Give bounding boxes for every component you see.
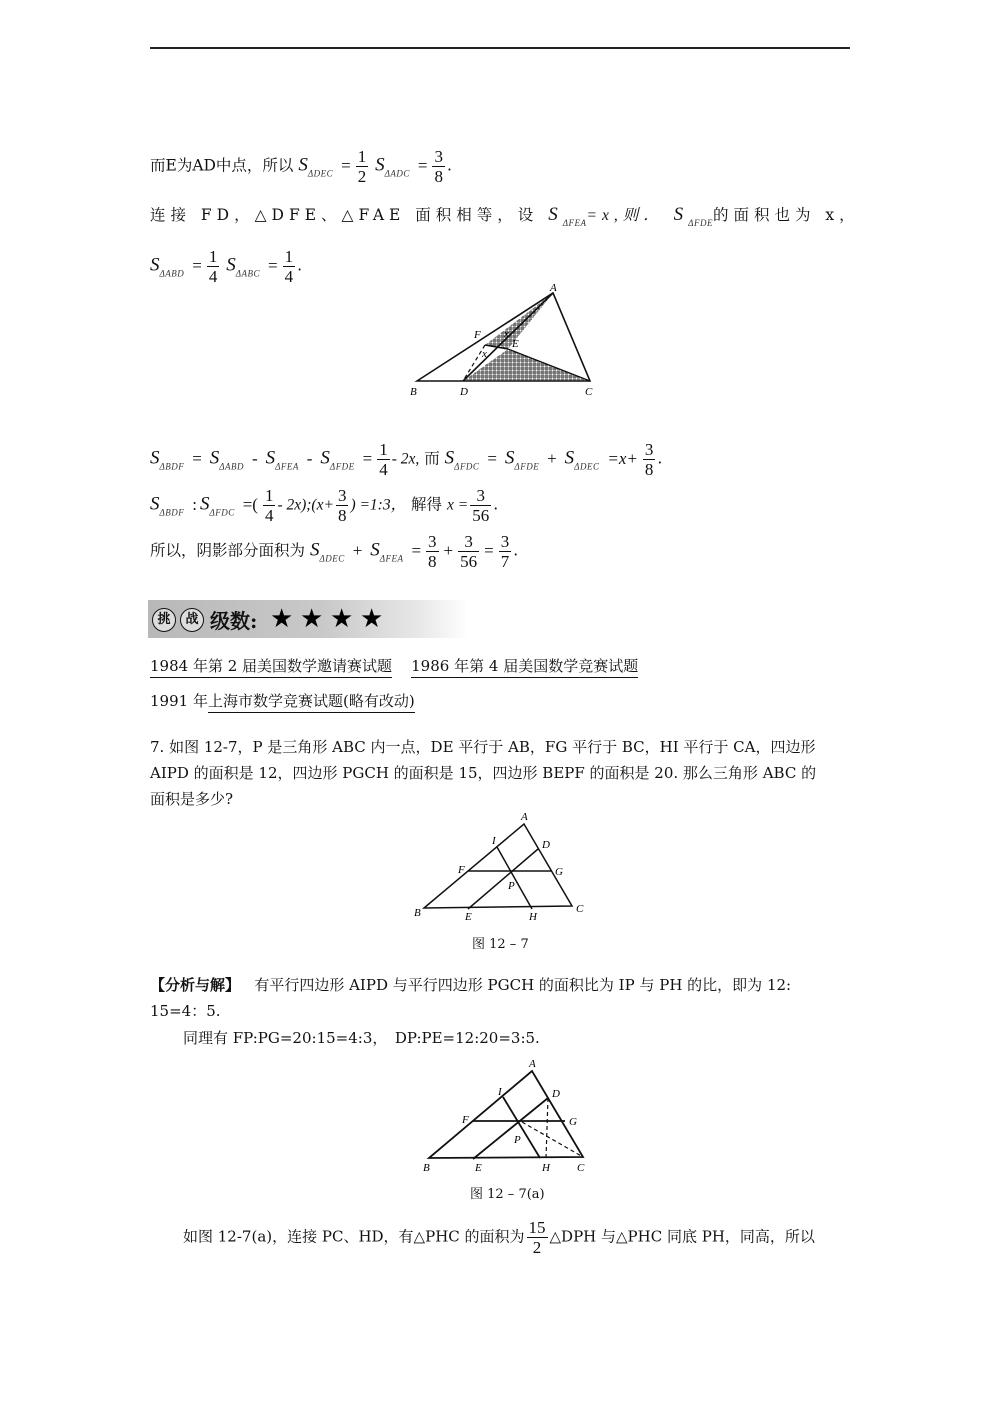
- fraction: $\frac{1}{4}$: [208, 247, 218, 286]
- label-a: A: [521, 811, 528, 823]
- label-i: I: [498, 1086, 502, 1098]
- text: x =: [447, 496, 469, 514]
- subscript: ΔFEA: [379, 553, 404, 564]
- area-symbol: S: [504, 447, 515, 469]
- label-c: C: [585, 386, 593, 398]
- label-e: E: [512, 338, 519, 350]
- text: 年: [192, 692, 208, 710]
- text: △DPH 与△PHC 同底 PH，同高，所以: [549, 1227, 815, 1246]
- label-c: C: [576, 903, 584, 915]
- figure-caption-12-7: 图 12 – 7: [472, 937, 529, 952]
- fraction: $\frac{3}{8}$: [337, 486, 347, 525]
- label-b: B: [414, 907, 421, 919]
- fraction: $\frac{3}{8}$: [644, 440, 654, 479]
- subscript: ΔBDF: [159, 461, 185, 472]
- area-symbol: S: [673, 204, 689, 225]
- subscript: ΔFDC: [454, 461, 480, 472]
- fraction: $\frac{3}{56}$: [472, 486, 490, 525]
- subscript: ΔBDF: [159, 507, 185, 518]
- label-i: I: [492, 835, 496, 847]
- analysis-line-1: [150, 975, 791, 995]
- triangle-figure-12-7: [410, 808, 595, 923]
- six-point-star-icon: ★: [300, 604, 324, 634]
- subscript: ΔDEC: [319, 553, 345, 564]
- area-symbol: S: [265, 447, 276, 469]
- label-x-fde: x: [482, 348, 487, 360]
- subscript: ΔFDC: [209, 507, 235, 518]
- fraction: $\frac{3}{8}$: [434, 147, 443, 186]
- shaded-region-fea: [485, 293, 553, 349]
- operator: =: [192, 255, 202, 275]
- solution-line-5: [150, 486, 498, 525]
- fraction: $\frac{3}{56}$: [460, 532, 478, 571]
- subscript: ΔFDE: [514, 461, 540, 472]
- label-f: F: [474, 329, 481, 341]
- fraction: $\frac{1}{4}$: [379, 440, 388, 479]
- area-symbol: S: [298, 154, 308, 176]
- year: 1984: [150, 657, 189, 675]
- subscript: ΔABC: [235, 268, 261, 279]
- subscript: ΔFEA: [562, 218, 587, 228]
- subscript: ΔDEC: [307, 168, 334, 179]
- label-p: P: [508, 880, 515, 892]
- header-rule: [150, 47, 850, 49]
- subscript: ΔDEC: [574, 461, 600, 472]
- label-g: G: [555, 866, 563, 878]
- text: 解得: [411, 495, 443, 514]
- subscript: ΔFDE: [688, 218, 713, 228]
- analysis-heading: 【分析与解】: [150, 976, 241, 994]
- fraction: $\frac{1}{2}$: [357, 147, 367, 186]
- area-symbol: S: [548, 204, 563, 225]
- triangle-figure-shaded: [405, 283, 605, 403]
- label-a: A: [529, 1058, 536, 1070]
- operator: +: [443, 540, 454, 560]
- year: 1991: [150, 692, 189, 710]
- period: .: [493, 495, 499, 514]
- label-d: D: [460, 386, 468, 398]
- label-c: C: [577, 1162, 585, 1174]
- text: =x,则．: [586, 207, 664, 224]
- operator: :: [192, 494, 197, 514]
- period: .: [446, 156, 452, 175]
- period: .: [657, 449, 663, 468]
- subscript: ΔABD: [159, 268, 185, 279]
- area-symbol: S: [150, 493, 160, 515]
- text: 而E为AD中点，所以: [150, 156, 294, 175]
- area-symbol: S: [226, 254, 236, 276]
- label-e: E: [465, 911, 472, 923]
- subscript: ΔABD: [219, 461, 245, 472]
- operator: +: [547, 448, 557, 468]
- analysis-line-4: [183, 1218, 815, 1257]
- operator: =: [341, 155, 351, 175]
- text: 如图 12-7(a)，连接 PC、HD，有△PHC 的面积为: [183, 1227, 525, 1246]
- figure-caption-12-7a: 图 12 – 7(a): [470, 1187, 545, 1202]
- problem-7-line-3: 面积是多少?: [150, 790, 234, 808]
- label-h: H: [529, 911, 537, 923]
- analysis-line-2: 15=4：5.: [150, 1002, 221, 1020]
- text: ) =1:3，: [350, 496, 407, 514]
- fraction: $\frac{1}{4}$: [264, 486, 274, 525]
- operator: =: [487, 448, 497, 468]
- problem-7-line-2: AIPD 的面积是 12，四边形 PGCH 的面积是 15，四边形 BEPF 的面积是 20. 那么三角形 ABC 的: [150, 764, 817, 782]
- challenge-banner: [148, 600, 468, 638]
- fraction: $\frac{1}{4}$: [284, 247, 294, 286]
- operator: =: [192, 448, 202, 468]
- area-symbol: S: [320, 447, 330, 469]
- operator: =: [411, 540, 422, 560]
- label-d: D: [542, 839, 550, 851]
- circled-char-tiao: 挑: [152, 608, 176, 632]
- solution-line-4: [150, 440, 662, 479]
- label-b: B: [410, 386, 417, 398]
- operator: =(: [242, 494, 258, 514]
- text: 连接 FD，△DFE、△FAE 面积相等，设: [150, 206, 539, 224]
- text: 有平行四边形 AIPD 与平行四边形 PGCH 的面积比为 IP 与 PH 的比，即为 12:: [254, 976, 792, 994]
- area-symbol: S: [199, 493, 210, 515]
- circled-char-zhan: 战: [180, 608, 204, 632]
- area-symbol: S: [150, 254, 160, 276]
- area-symbol: S: [309, 539, 320, 561]
- source-text: 年第 4 届美国数学竞赛试题: [454, 657, 639, 675]
- fraction: $\frac{3}{8}$: [428, 532, 437, 571]
- operator: +: [352, 540, 363, 560]
- problem-7-line-1: 7. 如图 12-7，P 是三角形 ABC 内一点，DE 平行于 AB，FG 平行于 BC，HI 平行于 CA，四边形: [150, 738, 816, 756]
- difficulty-label: 级数:: [210, 609, 258, 633]
- subscript: ΔFDE: [329, 461, 355, 472]
- text: 的面积也为 x，: [712, 206, 860, 224]
- operator: =x+: [607, 448, 638, 468]
- solution-line-3: [150, 247, 302, 286]
- solution-line-2: [150, 205, 860, 233]
- operator: -: [251, 448, 258, 468]
- source-text: 年第 2 届美国数学邀请赛试题: [192, 657, 393, 675]
- fraction: $\frac{15}{2}$: [528, 1218, 546, 1257]
- area-symbol: S: [150, 447, 160, 469]
- text: 而: [424, 449, 440, 468]
- source-line-2: [150, 690, 415, 711]
- area-symbol: S: [370, 539, 380, 561]
- subscript: ΔADC: [384, 168, 410, 179]
- fraction: $\frac{3}{7}$: [500, 532, 510, 571]
- solution-line-6: [150, 532, 518, 571]
- label-f: F: [462, 1114, 469, 1126]
- text: 所以，阴影部分面积为: [150, 541, 306, 560]
- area-symbol: S: [444, 447, 455, 469]
- six-point-star-icon: ★: [360, 604, 384, 634]
- operator: =: [267, 255, 278, 275]
- label-d: D: [552, 1088, 560, 1100]
- year: 1986: [411, 657, 450, 675]
- operator: =: [484, 540, 494, 560]
- label-b: B: [423, 1162, 430, 1174]
- source-text: 上海市数学竞赛试题(略有改动): [208, 692, 415, 713]
- operator: -: [306, 448, 313, 468]
- text: - 2x);(x+: [277, 496, 334, 514]
- operator: =: [417, 155, 428, 175]
- label-h: H: [542, 1162, 550, 1174]
- analysis-line-3: 同理有 FP:PG=20:15=4:3， DP:PE=12:20=3:5.: [183, 1029, 540, 1047]
- label-p: P: [514, 1134, 521, 1146]
- label-g: G: [569, 1116, 577, 1128]
- source-line-1: [150, 655, 638, 676]
- period: .: [297, 256, 302, 275]
- area-symbol: S: [375, 154, 385, 176]
- label-e: E: [475, 1162, 482, 1174]
- solution-line-1: [150, 147, 452, 186]
- six-point-star-icon: ★: [330, 604, 354, 634]
- subscript: ΔFEA: [275, 461, 299, 472]
- period: .: [513, 541, 519, 560]
- area-symbol: S: [564, 447, 575, 469]
- text: - 2x,: [391, 450, 420, 468]
- operator: =: [362, 448, 373, 468]
- label-f: F: [458, 864, 465, 876]
- triangle-figure-12-7a: [415, 1055, 600, 1175]
- label-a: A: [550, 283, 557, 294]
- label-x-fea: x: [504, 328, 509, 340]
- area-symbol: S: [209, 447, 220, 469]
- six-point-star-icon: ★: [270, 604, 294, 634]
